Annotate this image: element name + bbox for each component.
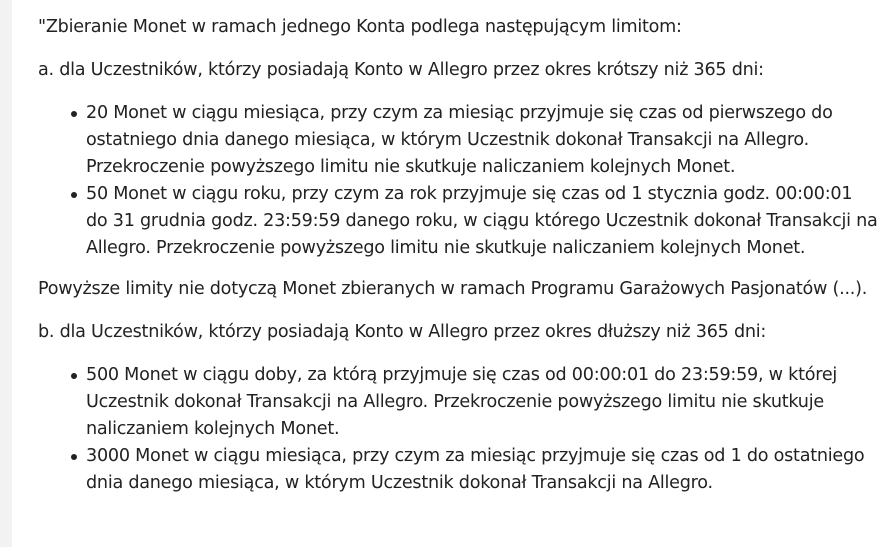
bullet-icon — [71, 373, 77, 379]
section-b-list — [38, 362, 878, 497]
list-item — [86, 100, 878, 181]
section-a-heading: a. dla Uczestników, którzy posiadają Konto w Allegro przez okres krótszy niż 365 dni: — [38, 60, 764, 80]
list-item-text: 500 Monet w ciągu doby, za którą przyjmuje się czas od 00:00:01 do 23:59:59, w której Uczestnik dokonał Transakcji na Allegro. Przekroczenie powyższego limitu nie skutkuje naliczaniem kolejnych Monet. — [86, 365, 838, 439]
document-content — [38, 14, 878, 497]
bullet-icon — [71, 454, 77, 460]
list-item — [86, 362, 878, 443]
limits-note-paragraph: Powyższe limity nie dotyczą Monet zbieranych w ramach Programu Garażowych Pasjonatów (...). — [38, 279, 868, 299]
list-item-text: 20 Monet w ciągu miesiąca, przy czym za miesiąc przyjmuje się czas od pierwszego do ostatniego dnia danego miesiąca, w którym Uczestnik dokonał Transakcji na Allegro. Przekroczenie powyższego limitu nie skutkuje naliczaniem kolejnych Monet. — [86, 103, 833, 177]
intro-paragraph: "Zbieranie Monet w ramach jednego Konta podlega następującym limitom: — [38, 17, 682, 37]
document-page — [12, 0, 881, 547]
section-b-heading: b. dla Uczestników, którzy posiadają Konto w Allegro przez okres dłuższy niż 365 dni: — [38, 322, 767, 342]
list-item — [86, 181, 878, 262]
list-item — [86, 443, 878, 497]
bullet-icon — [71, 192, 77, 198]
list-item-text: 3000 Monet w ciągu miesiąca, przy czym za miesiąc przyjmuje się czas od 1 do ostatniego dnia danego miesiąca, w którym Uczestnik dokonał Transakcji na Allegro. — [86, 446, 865, 493]
list-item-text: 50 Monet w ciągu roku, przy czym za rok przyjmuje się czas od 1 stycznia godz. 00:00:01 do 31 grudnia godz. 23:59:59 danego roku, w ciągu którego Uczestnik dokonał Transakcji na Allegro. Przekroczenie powyższego limitu nie skutkuje naliczaniem kolejnych Monet. — [86, 184, 878, 258]
bullet-icon — [71, 111, 77, 117]
section-a-list — [38, 100, 878, 262]
